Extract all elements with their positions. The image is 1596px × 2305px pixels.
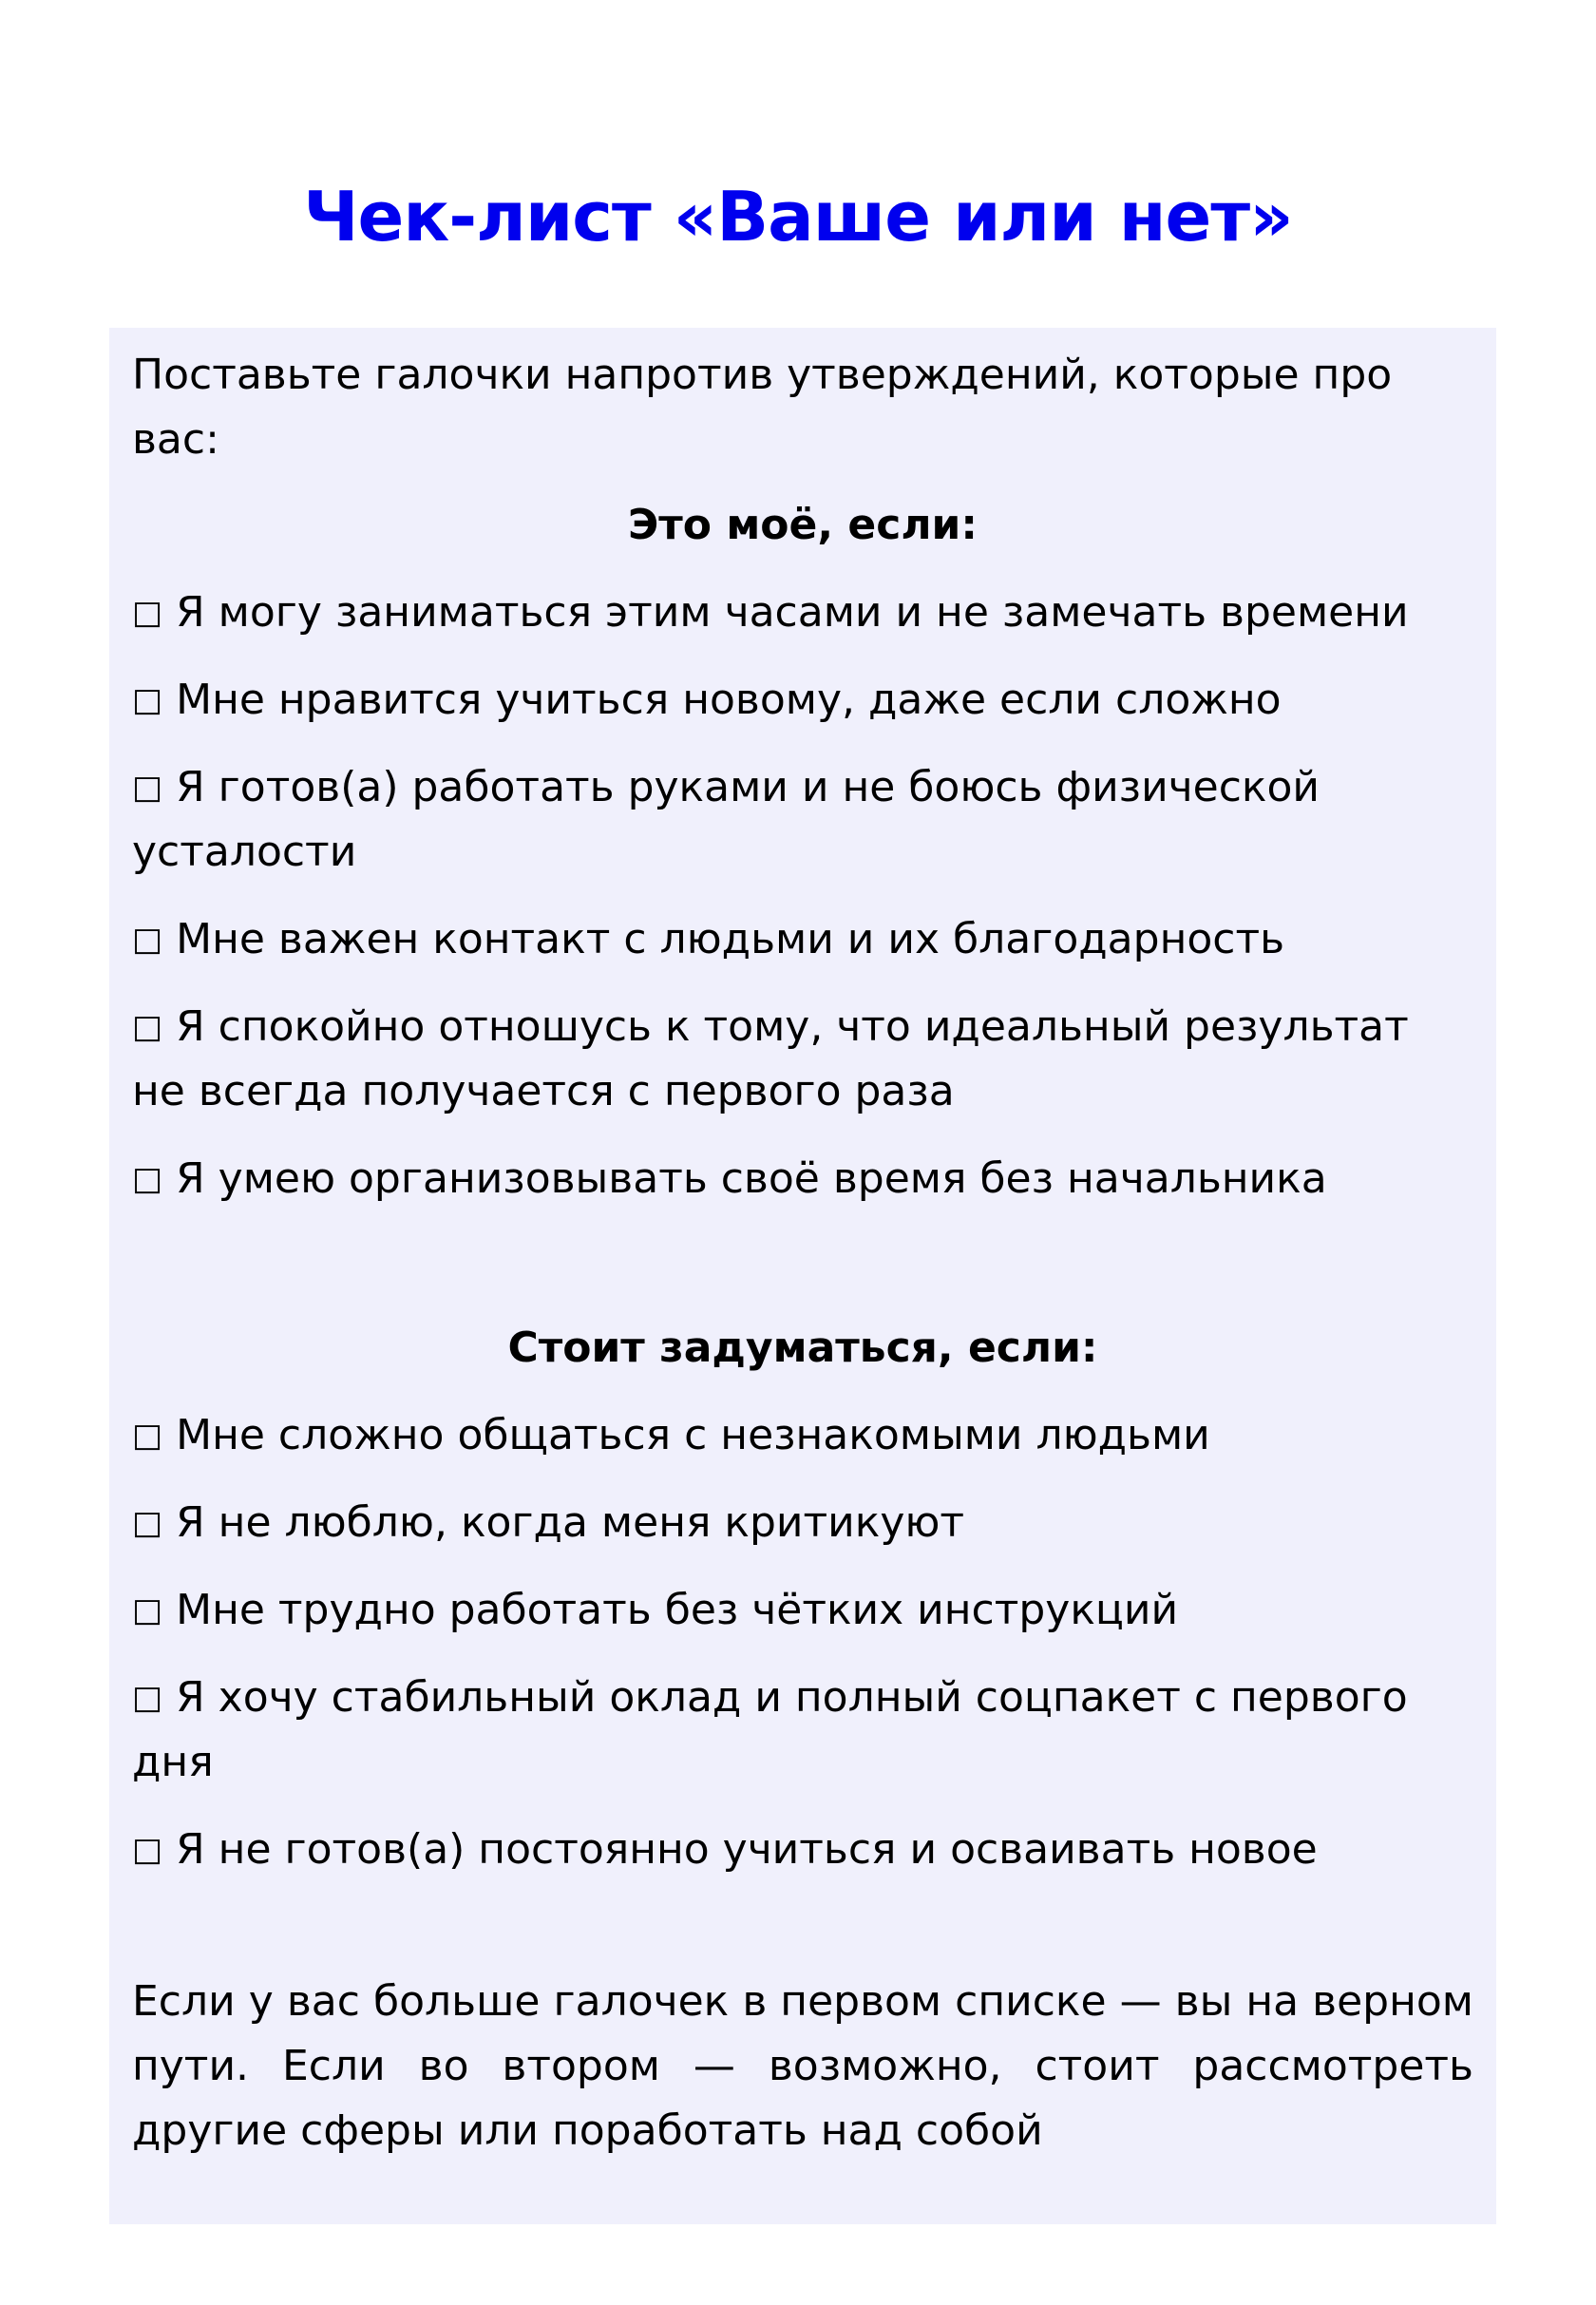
section-spacer [132,1882,1473,1970]
section-spacer [132,1211,1473,1295]
checklist-item-label: Мне сложно общаться с незнакомыми людьми [176,1411,1210,1459]
checkbox-icon[interactable]: □ [132,921,163,959]
checkbox-icon[interactable]: □ [132,1831,163,1869]
checklist-item[interactable] [132,1403,1473,1468]
checklist-panel [109,328,1496,2224]
checklist-item-label: Мне нравится учиться новому, даже если сложно [176,676,1282,724]
checkbox-icon[interactable]: □ [132,1160,163,1198]
checklist-item-label: Я могу заниматься этим часами и не замечать времени [176,588,1409,637]
checkbox-icon[interactable]: □ [132,1504,163,1542]
checkbox-icon[interactable]: □ [132,1008,163,1046]
checklist-item-label: Я не готов(а) постоянно учиться и осваивать новое [176,1825,1318,1874]
checklist-item[interactable] [132,1818,1473,1882]
checklist-item[interactable] [132,907,1473,972]
intro-text: Поставьте галочки напротив утверждений, которые про вас: [132,351,1393,464]
checklist-item[interactable] [132,1147,1473,1211]
section-heading-positive: Это моё, если: [628,501,978,549]
checklist-item[interactable] [132,755,1473,885]
checklist-content [132,343,1473,2163]
checkbox-icon[interactable]: □ [132,1591,163,1629]
checklist-item-label: Мне важен контакт с людьми и их благодарность [176,915,1285,963]
checkbox-icon[interactable]: □ [132,1417,163,1455]
checklist-item[interactable] [132,581,1473,645]
summary-text: Если у вас больше галочек в первом списке — вы на верном пути. Если во втором — возможно, стоит рассмотреть другие сферы или поработать над собой [132,1977,1473,2155]
checklist-item-label: Я готов(а) работать руками и не боюсь физической усталости [132,763,1320,876]
checkbox-icon[interactable]: □ [132,681,163,719]
checkbox-icon[interactable]: □ [132,1679,163,1717]
checkbox-icon[interactable]: □ [132,769,163,807]
section-heading-caution: Стоит задуматься, если: [507,1324,1098,1372]
checklist-item-label: Я не люблю, когда меня критикуют [176,1498,965,1547]
checkbox-icon[interactable]: □ [132,594,163,632]
checklist-item-label: Я умею организовывать своё время без начальника [176,1154,1327,1203]
checklist-item[interactable] [132,1491,1473,1555]
checklist-item[interactable] [132,995,1473,1124]
checklist-item-label: Я спокойно отношусь к тому, что идеальный результат не всегда получается с первого раза [132,1002,1409,1115]
checklist-item-label: Я хочу стабильный оклад и полный соцпакет с первого дня [132,1673,1408,1786]
checklist-item[interactable] [132,1578,1473,1643]
page-title: Чек-лист «Ваше или нет» [303,177,1293,257]
checklist-item[interactable] [132,1666,1473,1795]
checklist-item-label: Мне трудно работать без чётких инструкций [176,1586,1179,1634]
checklist-item[interactable] [132,668,1473,733]
